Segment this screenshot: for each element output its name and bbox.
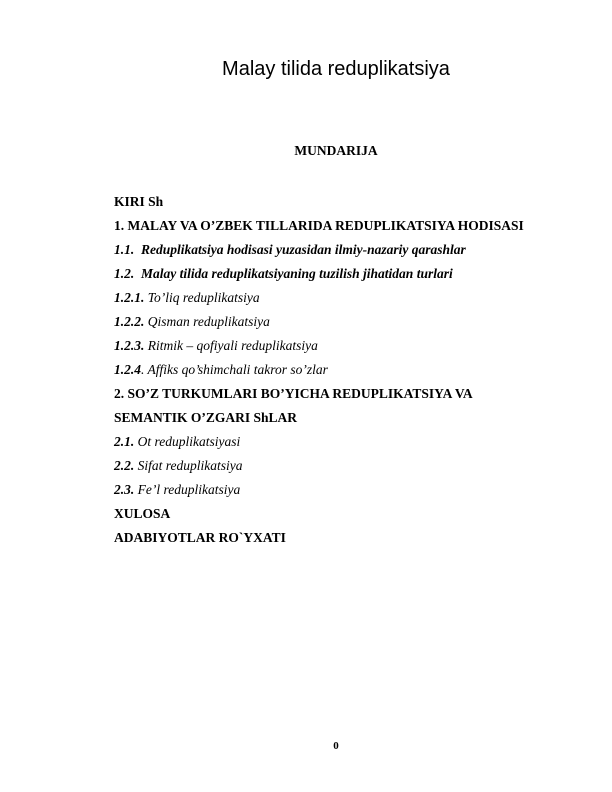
toc-entry-number: 1.1.	[114, 242, 135, 257]
toc-entry-text: Fe’l reduplikatsiya	[137, 482, 241, 497]
document-title: Malay tilida reduplikatsiya	[222, 58, 450, 80]
toc-entry-bibliography[interactable]	[114, 526, 554, 550]
toc-entry-text: SEMANTIK O’ZGARI ShLAR	[114, 410, 298, 425]
toc-entry-number: 1.2.2.	[114, 314, 145, 329]
toc-entry-text: Qisman reduplikatsiya	[147, 314, 270, 329]
toc-entry-text: Reduplikatsiya hodisasi yuzasidan ilmiy-nazariy qarashlar	[141, 242, 466, 257]
toc-entry-1-1[interactable]	[114, 238, 554, 262]
toc-entry-text: Ritmik – qofiyali reduplikatsiya	[147, 338, 318, 353]
toc-entry-text: ADABIYOTLAR RO`YXATI	[114, 530, 286, 545]
toc-entry-text: Malay tilida reduplikatsiyaning tuzilish jihatidan turlari	[141, 266, 453, 281]
toc-entry-number: 2.3.	[114, 482, 135, 497]
toc-entry-1-2[interactable]	[114, 262, 554, 286]
toc-entry-number: 1.2.1.	[114, 290, 145, 305]
toc-entry-1-2-1[interactable]	[114, 286, 554, 310]
toc-entry-number: 2.1.	[114, 434, 135, 449]
toc-entry-text: 1. MALAY VA O’ZBEK TILLARIDA REDUPLIKATSIYA HODISASI	[114, 218, 524, 233]
toc-entry-chapter-1[interactable]	[114, 214, 554, 238]
toc-entry-introduction[interactable]	[114, 190, 554, 214]
toc-entry-text: 2. SO’Z TURKUMLARI BO’YICHA REDUPLIKATSIYA VA	[114, 386, 473, 401]
toc-entry-2-1[interactable]	[114, 430, 554, 454]
toc-entry-1-2-4[interactable]	[114, 358, 554, 382]
toc-heading: MUNDARIJA	[294, 143, 378, 158]
toc-entry-2-3[interactable]	[114, 478, 554, 502]
table-of-contents	[114, 190, 554, 550]
toc-entry-text: Ot reduplikatsiyasi	[137, 434, 241, 449]
toc-entry-1-2-2[interactable]	[114, 310, 554, 334]
toc-entry-text: KIRI Sh	[114, 194, 164, 209]
page-number: 0	[333, 740, 339, 752]
toc-entry-text: To’liq reduplikatsiya	[147, 290, 260, 305]
toc-entry-number: 1.2.4	[114, 362, 141, 377]
toc-entry-1-2-3[interactable]	[114, 334, 554, 358]
toc-entry-number: 1.2.	[114, 266, 135, 281]
toc-entry-chapter-2[interactable]	[114, 382, 554, 406]
toc-entry-text: XULOSA	[114, 506, 171, 521]
toc-entry-text: . Affiks qo’shimchali takror so’zlar	[141, 362, 328, 377]
toc-entry-number: 2.2.	[114, 458, 135, 473]
toc-entry-2-2[interactable]	[114, 454, 554, 478]
toc-entry-text: Sifat reduplikatsiya	[137, 458, 243, 473]
toc-entry-number: 1.2.3.	[114, 338, 145, 353]
toc-entry-conclusion[interactable]	[114, 502, 554, 526]
toc-entry-chapter-2-cont[interactable]	[114, 406, 554, 430]
